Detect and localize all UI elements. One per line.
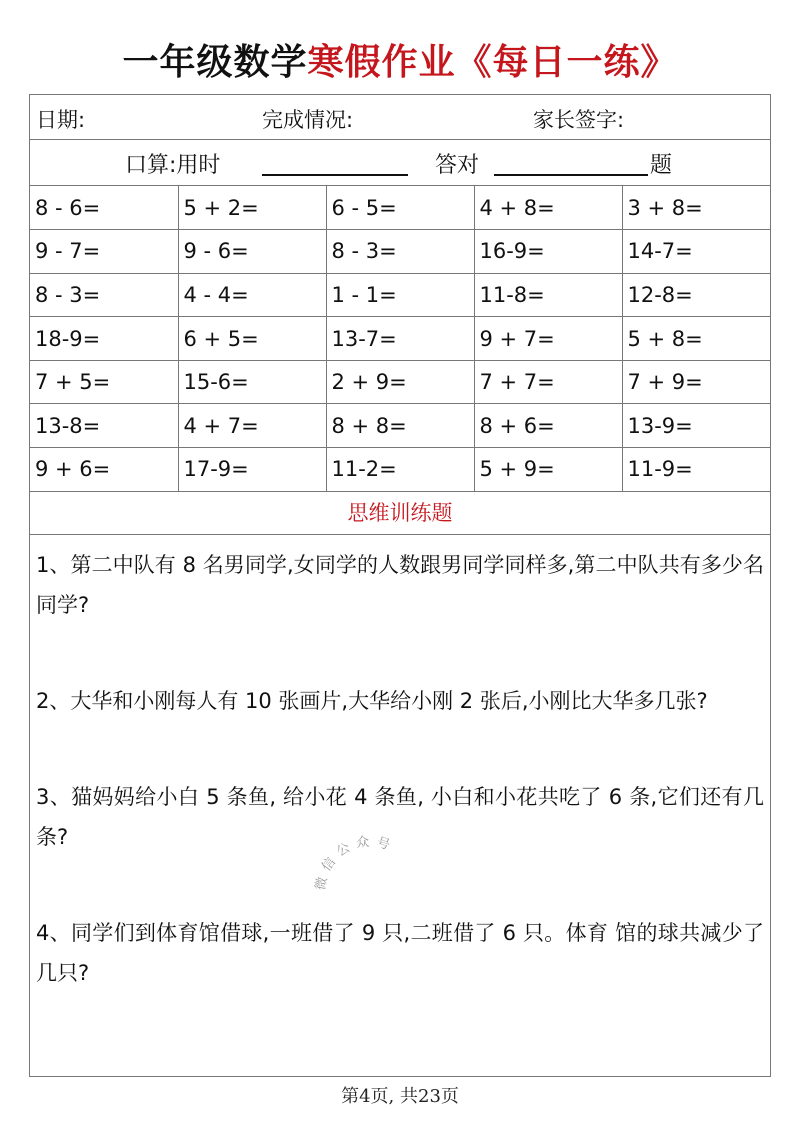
calc-row (30, 273, 770, 317)
calc-cell: 8 - 6= (30, 186, 178, 230)
calc-cell: 9 - 6= (178, 230, 326, 274)
calc-cell: 7 + 5= (30, 360, 178, 404)
calc-cell: 11-9= (622, 448, 770, 492)
calc-row (30, 448, 770, 492)
page-title (0, 34, 800, 85)
calc-cell: 2 + 9= (326, 360, 474, 404)
title-red-part: 寒假作业《每日一练》 (307, 42, 678, 83)
problem-1: 1、第二中队有 8 名男同学,女同学的人数跟男同学同样多,第二中队共有多少名同学? (36, 552, 764, 617)
calc-cell: 4 + 8= (474, 186, 622, 230)
svg-text:微信公众号: 微信公众号 (313, 834, 398, 892)
calc-cell: 1 - 1= (326, 273, 474, 317)
calc-row (30, 186, 770, 230)
calc-cell: 13-8= (30, 404, 178, 448)
oral-row (30, 140, 770, 186)
page-footer: 第4页, 共23页 (341, 1086, 459, 1107)
calc-cell: 11-2= (326, 448, 474, 492)
oral-time-label: 口算:用时 (125, 153, 221, 178)
calc-cell: 5 + 8= (622, 317, 770, 361)
calc-cell: 13-7= (326, 317, 474, 361)
calc-cell: 8 - 3= (326, 230, 474, 274)
calc-cell: 13-9= (622, 404, 770, 448)
calc-cell: 18-9= (30, 317, 178, 361)
calc-cell: 8 + 8= (326, 404, 474, 448)
completion-label: 完成情况: (262, 108, 354, 132)
calc-cell: 4 - 4= (178, 273, 326, 317)
time-blank (262, 174, 408, 176)
calc-cell: 9 + 6= (30, 448, 178, 492)
date-label: 日期: (36, 108, 86, 132)
signature-label: 家长签字: (533, 108, 625, 132)
calc-cell: 15-6= (178, 360, 326, 404)
calc-table (30, 186, 770, 492)
worksheet (29, 94, 771, 1077)
calc-cell: 16-9= (474, 230, 622, 274)
calc-cell: 5 + 9= (474, 448, 622, 492)
problem-2: 2、大华和小刚每人有 10 张画片,大华给小刚 2 张后,小刚比大华多几张? (36, 688, 708, 713)
calc-cell: 6 - 5= (326, 186, 474, 230)
calc-row (30, 317, 770, 361)
calc-cell: 5 + 2= (178, 186, 326, 230)
calc-row (30, 404, 770, 448)
calc-cell: 9 - 7= (30, 230, 178, 274)
correct-label: 答对 (435, 153, 480, 178)
section-title: 思维训练题 (30, 492, 770, 535)
calc-cell: 8 - 3= (30, 273, 178, 317)
unit-label: 题 (650, 153, 673, 178)
problem-4: 4、同学们到体育馆借球,一班借了 9 只,二班借了 6 只。体育 馆的球共减少了几只? (36, 920, 764, 985)
calc-cell: 3 + 8= (622, 186, 770, 230)
calc-cell: 14-7= (622, 230, 770, 274)
calc-cell: 9 + 7= (474, 317, 622, 361)
calc-cell: 4 + 7= (178, 404, 326, 448)
calc-cell: 17-9= (178, 448, 326, 492)
calc-cell: 11-8= (474, 273, 622, 317)
problem-list (30, 535, 770, 993)
calc-cell: 8 + 6= (474, 404, 622, 448)
calc-row (30, 230, 770, 274)
calc-cell: 6 + 5= (178, 317, 326, 361)
calc-cell: 7 + 7= (474, 360, 622, 404)
calc-cell: 7 + 9= (622, 360, 770, 404)
problem-3: 3、猫妈妈给小白 5 条鱼, 给小花 4 条鱼, 小白和小花共吃了 6 条,它们还有几条? (36, 784, 764, 849)
info-row (30, 95, 770, 140)
title-black-part: 一年级数学 (122, 42, 308, 83)
correct-blank (494, 174, 648, 176)
calc-row (30, 360, 770, 404)
calc-cell: 12-8= (622, 273, 770, 317)
